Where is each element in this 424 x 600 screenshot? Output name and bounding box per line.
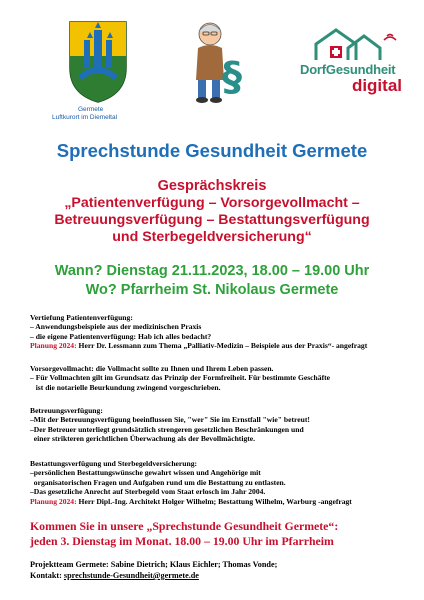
logo-text-dorfgesundheit: DorfGesundheit (300, 62, 396, 77)
section-line: – Für Vollmachten gilt im Grundsatz das Prinzip der Formfreiheit. Für bestimmte Geschäfte (30, 373, 330, 383)
section-line: organisatorischen Fragen und Aufgaben rund um die Bestattung zu entlasten. (30, 477, 286, 487)
planung-label: Planung 2024: (30, 496, 77, 506)
team-contact (30, 559, 420, 581)
project-team: Projektteam Germete: Sabine Dietrich; Klaus Eichler; Thomas Vonde; (30, 560, 278, 569)
heading-line: Gesprächskreis (157, 178, 267, 194)
contact-line (30, 570, 420, 581)
section-line: –persönlichen Bestattungswünsche gewahrt wissen und Angehörige mit (30, 468, 261, 478)
event-when: Wann? Dienstag 21.11.2023, 18.00 – 19.00 Uhr (54, 263, 370, 279)
invitation-line: Kommen Sie in unsere „Sprechstunde Gesundheit Germete“: (30, 519, 339, 533)
section-heading: Bestattungsverfügung und Sterbegeldversicherung: (30, 459, 198, 468)
heading-line: Betreuungsverfügung – Bestattungsverfügung (54, 212, 370, 228)
heading-line: „Patientenverfügung – Vorsorgevollmacht – (64, 195, 360, 211)
event-datetime-location (0, 262, 424, 300)
section-heading: Vorsorgevollmacht: die Vollmacht sollte zu Ihnen und Ihrem Leben passen. (30, 364, 274, 373)
logo-text-digital: digital (351, 76, 402, 95)
section-line: ist die notarielle Beurkundung zwingend vorgeschrieben. (30, 382, 221, 392)
planung-text: Herr Dr. Lessmann zum Thema „Palliativ-Medizin – Beispiele aus der Praxis“- angefragt (76, 341, 368, 351)
svg-text:§: § (222, 54, 242, 100)
page-title: Sprechstunde Gesundheit Germete (56, 140, 368, 161)
logo-caption (52, 106, 172, 122)
section-line: – Anwendungsbeispiele aus der medizinischen Praxis (30, 322, 202, 332)
contact-label: Kontakt: (30, 571, 64, 580)
section-betreuungsverfuegung (30, 406, 410, 444)
section-bestattungsverfuegung (30, 459, 410, 506)
event-topic-heading (0, 178, 424, 246)
heading-line: und Sterbegeldversicherung“ (112, 229, 312, 245)
planung-text: Herr Dipl.-Ing. Architekt Holger Wilhelm; Bestattung Wilhelm, Warburg -angefragt (76, 496, 352, 506)
section-vorsorgevollmacht (30, 364, 410, 392)
section-line: einer strikteren gerichtlichen Überwachung als der Bevollmächtigte. (30, 434, 256, 444)
caption-line: Germete (78, 106, 104, 113)
caption-line: Luftkurort im Diemeltal (52, 114, 118, 121)
section-line: –Der Betreuer unterliegt grundsätzlich strengeren gesetzlichen Beschränkungen und (30, 424, 304, 434)
section-line: –Mit der Betreuungsverfügung beeinflussen Sie, "wer" Sie im Ernstfall "wie" betreut! (30, 415, 310, 425)
planung-note (30, 341, 410, 350)
section-patientenverfuegung (30, 313, 410, 351)
planung-label: Planung 2024: (30, 341, 77, 351)
invitation-line: jeden 3. Dienstag im Monat. 18.00 – 19.00 Uhr im Pfarrheim (30, 534, 334, 548)
germete-coat-of-arms-logo (66, 18, 130, 104)
contact-email-link[interactable]: sprechstunde-Gesundheit@germete.de (63, 571, 199, 580)
section-heading: Vertiefung Patientenverfügung: (30, 313, 133, 322)
elderly-woman-paragraph-illustration (186, 18, 250, 106)
section-line: –Das gesetzliche Anrecht auf Sterbegeld vom Staat erlosch im Jahr 2004. (30, 487, 266, 497)
invitation-footer (30, 519, 420, 549)
event-where: Wo? Pfarrheim St. Nikolaus Germete (85, 282, 339, 298)
planung-note (30, 497, 410, 506)
section-line: – die eigene Patientenverfügung: Hab ich alles bedacht? (30, 331, 212, 341)
section-heading: Betreuungsverfügung: (30, 406, 103, 415)
dorfgesundheit-digital-logo (296, 26, 408, 96)
